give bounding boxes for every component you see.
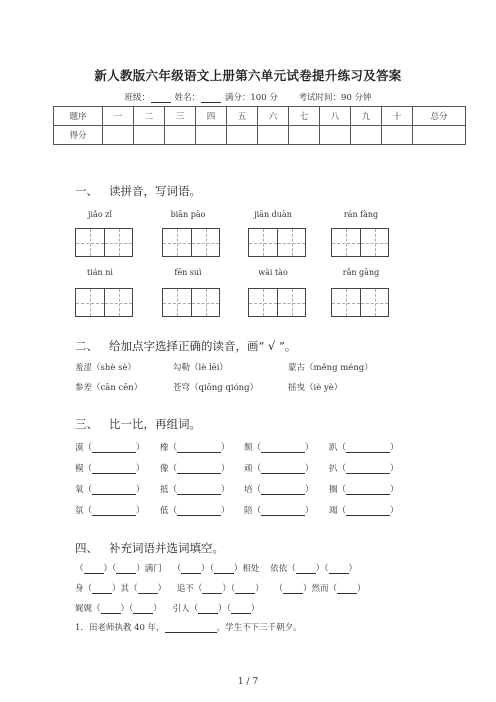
score-cell[interactable] <box>134 126 165 145</box>
blank[interactable] <box>214 564 234 574</box>
header-cell: 十 <box>382 107 413 126</box>
score-cell[interactable] <box>382 126 413 145</box>
name-blank <box>201 93 221 103</box>
score-table <box>53 106 466 145</box>
writing-grid[interactable] <box>331 288 389 317</box>
score-cell[interactable] <box>289 126 320 145</box>
pinyin-label: fēn suì <box>174 268 202 277</box>
blank[interactable] <box>177 485 221 495</box>
blank[interactable] <box>92 464 136 474</box>
blank[interactable] <box>346 443 390 453</box>
blank[interactable] <box>346 506 390 516</box>
section-4-title: 补充词语并选词填空。 <box>109 541 224 555</box>
compare-char: 搁 <box>329 485 338 495</box>
section-2-number: 二、 <box>75 339 98 353</box>
score-cell[interactable] <box>227 126 258 145</box>
score-cell[interactable] <box>103 126 134 145</box>
compare-item[interactable]: 竭（ ） <box>329 506 399 516</box>
section-1-number: 一、 <box>75 184 98 198</box>
score-cell[interactable] <box>351 126 382 145</box>
score-cell[interactable] <box>320 126 351 145</box>
blank[interactable] <box>177 443 221 453</box>
blank[interactable] <box>177 506 221 516</box>
blank[interactable] <box>261 464 305 474</box>
compare-char: 趴 <box>329 443 338 453</box>
pinyin-label: wài tào <box>258 268 288 277</box>
blank[interactable] <box>138 584 158 594</box>
blank[interactable] <box>329 564 349 574</box>
compare-item[interactable]: 低（ ） <box>160 506 230 516</box>
class-label: 班级： <box>124 93 150 103</box>
compare-char: 氧 <box>75 485 84 495</box>
compare-char: 培 <box>244 485 253 495</box>
section-4-number: 四、 <box>75 541 98 555</box>
blank[interactable] <box>202 584 222 594</box>
compare-char: 顽 <box>244 464 253 474</box>
compare-item[interactable]: 像（ ） <box>160 464 230 474</box>
idiom-line-1: （ ）（ ）满门 （ ）（ ）相处 依依（ ）（ ） <box>75 564 358 574</box>
header-cell: 四 <box>196 107 227 126</box>
name-label: 姓名： <box>174 93 201 103</box>
reading-item[interactable]: 勾勒（lè lēi） <box>173 363 228 373</box>
compare-item[interactable]: 氛（ ） <box>75 506 145 516</box>
section-3-heading <box>75 416 201 432</box>
score-cell[interactable] <box>413 126 466 145</box>
idiom-line-3: 娓娓（ ）（ ） 引人（ ）（ ） <box>75 604 260 614</box>
blank[interactable] <box>296 564 316 574</box>
compare-item[interactable]: 氧（ ） <box>75 485 145 495</box>
reading-item[interactable]: 参差（cān cēn） <box>75 383 143 393</box>
compare-item[interactable]: 陪（ ） <box>244 506 314 516</box>
blank[interactable] <box>346 485 390 495</box>
blank[interactable] <box>92 506 136 516</box>
pinyin-label: tián nì <box>87 268 113 277</box>
compare-item[interactable]: 趴（ ） <box>329 443 399 453</box>
header-cell: 七 <box>289 107 320 126</box>
writing-grid[interactable] <box>75 228 133 257</box>
header-cell: 三 <box>165 107 196 126</box>
blank[interactable] <box>261 506 305 516</box>
blank[interactable] <box>92 443 136 453</box>
header-cell: 二 <box>134 107 165 126</box>
compare-char: 陪 <box>244 506 253 516</box>
section-2-heading <box>75 338 296 354</box>
pinyin-label: jiǎo zǐ <box>88 210 112 219</box>
blank[interactable] <box>337 584 357 594</box>
full-score: 满分：100 分 <box>224 93 278 103</box>
blank[interactable] <box>198 604 218 614</box>
compare-char: 抵 <box>160 485 169 495</box>
class-blank <box>151 93 171 103</box>
blank[interactable] <box>235 584 255 594</box>
writing-grid[interactable] <box>331 228 389 257</box>
blank[interactable] <box>261 485 305 495</box>
pinyin-label: rán fàng <box>343 210 379 219</box>
compare-char: 竭 <box>329 506 338 516</box>
blank[interactable] <box>92 584 112 594</box>
compare-char: 橡 <box>160 443 169 453</box>
section-4-heading <box>75 540 224 556</box>
blank[interactable] <box>165 623 217 633</box>
header-cell: 五 <box>227 107 258 126</box>
score-value-row <box>54 126 466 145</box>
compare-item[interactable]: 顽（ ） <box>244 464 314 474</box>
compare-item[interactable]: 抵（ ） <box>160 485 230 495</box>
blank[interactable] <box>261 443 305 453</box>
blank[interactable] <box>177 464 221 474</box>
score-cell[interactable] <box>258 126 289 145</box>
exam-info <box>0 91 496 103</box>
compare-item[interactable]: 扒（ ） <box>329 464 399 474</box>
compare-item[interactable]: 模（ ） <box>75 464 145 474</box>
exam-time: 考试时间：90 分钟 <box>298 93 372 103</box>
score-row-label: 得分 <box>54 126 103 145</box>
blank[interactable] <box>92 485 136 495</box>
compare-item[interactable]: 搁（ ） <box>329 485 399 495</box>
section-3-number: 三、 <box>75 417 98 431</box>
blank[interactable] <box>283 584 303 594</box>
header-cell: 八 <box>320 107 351 126</box>
score-header-row <box>54 107 466 126</box>
reading-item[interactable]: 蒙古（měng méng） <box>288 363 373 373</box>
pinyin-label: jiān duàn <box>254 210 292 219</box>
blank[interactable] <box>84 564 104 574</box>
writing-grid[interactable] <box>162 228 220 257</box>
writing-grid[interactable] <box>75 288 133 317</box>
reading-item[interactable]: 摇曳（iè yè） <box>288 383 343 393</box>
compare-item[interactable]: 橡（ ） <box>160 443 230 453</box>
compare-item[interactable]: 颓（ ） <box>244 443 314 453</box>
score-cell[interactable] <box>196 126 227 145</box>
compare-item[interactable]: 漠（ ） <box>75 443 145 453</box>
blank[interactable] <box>181 564 201 574</box>
pinyin-label: rǎn gāng <box>342 268 380 277</box>
writing-grid[interactable] <box>248 288 306 317</box>
page-title: 新人教版六年级语文上册第六单元试卷提升练习及答案 <box>94 68 402 83</box>
score-cell[interactable] <box>165 126 196 145</box>
section-2-title: 给加点字选择正确的读音，画“ √ ”。 <box>109 339 297 353</box>
section-1-title: 读拼音，写词语。 <box>109 184 201 198</box>
compare-char: 漠 <box>75 443 84 453</box>
section-1-heading <box>75 183 201 199</box>
writing-grid[interactable] <box>162 288 220 317</box>
header-cell: 题序 <box>54 107 103 126</box>
writing-grid[interactable] <box>248 228 306 257</box>
page-number: 1 / 7 <box>237 677 259 687</box>
header-cell: 总分 <box>413 107 466 126</box>
fill-question-1: 1．田老师执教 40 年， ，学生不下三千朝夕。 <box>75 623 302 633</box>
header-cell: 九 <box>351 107 382 126</box>
reading-item[interactable]: 苍穹（qiōng qióng） <box>173 383 259 393</box>
blank[interactable] <box>231 604 251 614</box>
section-3-title: 比一比，再组词。 <box>109 417 201 431</box>
compare-char: 低 <box>160 506 169 516</box>
reading-item[interactable]: 羞涩（shè sè） <box>75 363 136 373</box>
header-cell: 六 <box>258 107 289 126</box>
blank[interactable] <box>133 604 153 614</box>
header-cell: 一 <box>103 107 134 126</box>
compare-char: 氛 <box>75 506 84 516</box>
compare-char: 模 <box>75 464 84 474</box>
pinyin-label: biān pào <box>170 210 206 219</box>
blank[interactable] <box>116 564 136 574</box>
idiom-line-2: 身（ ）其（ ） 追不（ ）（ ） （ ）然而（ ） <box>75 584 366 594</box>
compare-char: 扒 <box>329 464 338 474</box>
blank[interactable] <box>346 464 390 474</box>
blank[interactable] <box>101 604 121 614</box>
compare-char: 像 <box>160 464 169 474</box>
compare-item[interactable]: 培（ ） <box>244 485 314 495</box>
compare-char: 颓 <box>244 443 253 453</box>
